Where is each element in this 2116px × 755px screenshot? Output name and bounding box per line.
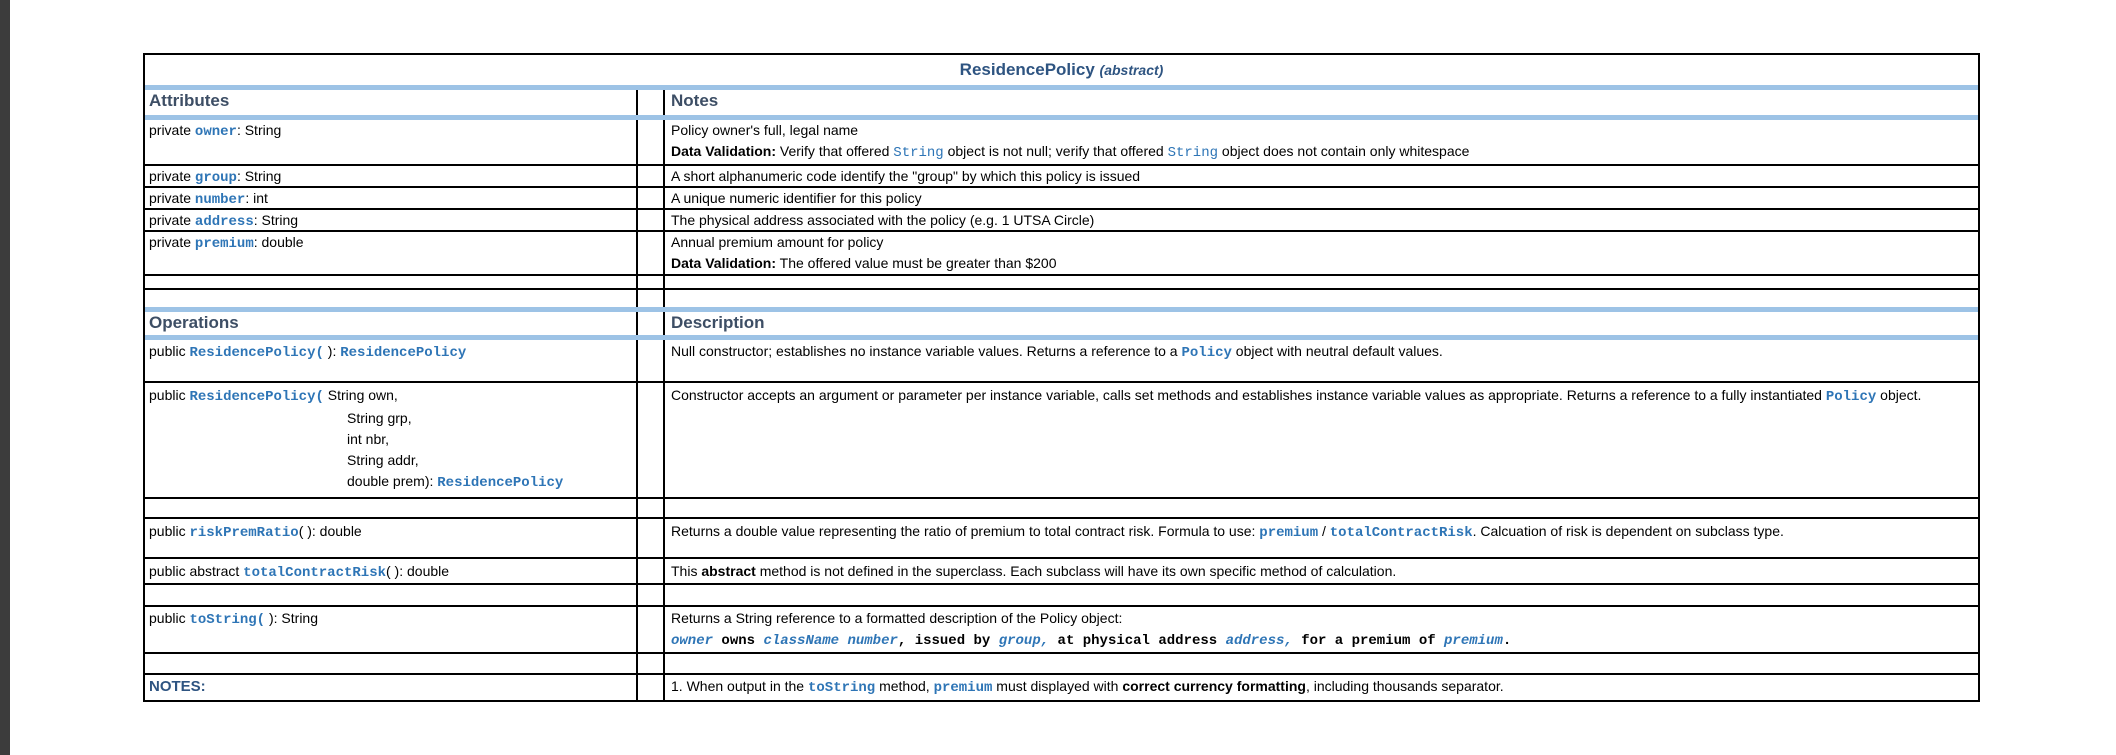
attr-owner-name: owner xyxy=(194,124,237,140)
attr-premium-name: premium xyxy=(194,236,254,252)
attr-address-name: address xyxy=(194,214,254,230)
class-title xyxy=(145,55,1978,85)
operation-row-risk-prem-ratio: public riskPremRatio( ): double Returns a double value representing the ratio of premium to total contract risk. Formula to use: premium / totalContractRisk. Calcuation of risk is dependent on subclass type. xyxy=(145,521,1978,557)
owner-note: Policy owner's full, legal name xyxy=(671,122,859,138)
class-name: ResidencePolicy xyxy=(959,60,1095,79)
operation-row-to-string: public toString( ): String Returns a String reference to a formatted description of the Policy object: owner owns className number, issued by group, at physical address address, for a premium of premium. xyxy=(145,608,1978,652)
to-string-name: toString( xyxy=(189,612,266,628)
left-edge-bar xyxy=(0,0,10,755)
attr-number-name: number xyxy=(194,192,246,208)
group-note: A short alphanumeric code identify the "group" by which this policy is issued xyxy=(671,168,1141,184)
row-divider xyxy=(145,517,1978,519)
attr-group-name: group xyxy=(194,170,237,186)
row-divider xyxy=(145,381,1978,383)
notes-label: NOTES: xyxy=(149,678,206,695)
total-contract-risk-name: totalContractRisk xyxy=(243,565,386,581)
attr-owner-type: : String xyxy=(236,122,282,138)
risk-prem-ratio-name: riskPremRatio xyxy=(189,525,299,541)
attributes-header-row xyxy=(145,90,1978,115)
risk-prem-ratio-desc: Returns a double value representing the ratio of premium to total contract risk. Formula to use: premium / totalContractRisk. Calcuation of risk is dependent on subclass type. xyxy=(671,523,1784,541)
attributes-header: Attributes xyxy=(149,91,230,110)
operations-header-row xyxy=(145,312,1978,336)
row-divider xyxy=(145,288,1978,290)
address-note: The physical address associated with the policy (e.g. 1 UTSA Circle) xyxy=(671,212,1095,228)
total-contract-risk-desc: This abstract method is not defined in the superclass. Each subclass will have its own specific method of calculation. xyxy=(671,563,1397,579)
notes-text: 1. When output in the toString method, premium must displayed with correct currency formatting, including thousands separator. xyxy=(671,678,1504,696)
row-divider xyxy=(145,605,1978,607)
attribute-row-group: private group: String A short alphanumeric code identify the "group" by which this policy is issued xyxy=(145,166,1978,186)
row-divider xyxy=(145,673,1978,675)
number-note: A unique numeric identifier for this policy xyxy=(671,190,922,206)
constructor-desc: Constructor accepts an argument or parameter per instance variable, calls set methods and establishes instance variable values as appropriate. Returns a reference to a fully instantiated Policy object. xyxy=(671,387,1922,405)
ctor-param-grp: String grp, xyxy=(347,410,412,426)
null-constructor-name: ResidencePolicy( xyxy=(189,345,324,361)
owner-validation: Data Validation: Verify that offered String object is not null; verify that offered String object does not contain only whitespace xyxy=(671,143,1470,161)
row-divider xyxy=(145,497,1978,499)
row-divider xyxy=(145,557,1978,559)
notes-row xyxy=(145,676,1978,700)
row-divider xyxy=(145,274,1978,276)
operations-header: Operations xyxy=(149,313,239,332)
attribute-row-number: private number: int A unique numeric identifier for this policy xyxy=(145,188,1978,208)
operation-row-null-constructor: public ResidencePolicy( ): ResidencePolicy Null constructor; establishes no instance variable values. Returns a reference to a Policy object with neutral default values. xyxy=(145,341,1978,381)
attribute-row-owner xyxy=(145,120,1978,164)
operations-header-divider xyxy=(145,335,1978,340)
row-divider xyxy=(145,583,1978,585)
attribute-row-premium: private premium: double Annual premium amount for policy Data Validation: The offered value must be greater than $200 xyxy=(145,232,1978,274)
constructor-name: ResidencePolicy( xyxy=(189,389,324,405)
notes-header: Notes xyxy=(671,91,719,110)
ctor-param-addr: String addr, xyxy=(347,452,419,468)
description-header: Description xyxy=(671,313,765,332)
ctor-param-prem: double prem): xyxy=(347,473,438,489)
class-qualifier: (abstract) xyxy=(1099,62,1164,78)
ctor-param-nbr: int nbr, xyxy=(347,431,390,447)
operation-row-total-contract-risk: public abstract totalContractRisk( ): double This abstract method is not defined in the superclass. Each subclass will have its own specific method of calculation. xyxy=(145,561,1978,583)
premium-note: Annual premium amount for policy xyxy=(671,234,884,250)
attr-visibility: private xyxy=(149,122,195,138)
class-spec-table xyxy=(143,53,1980,702)
row-divider xyxy=(145,652,1978,654)
operation-row-constructor: public ResidencePolicy( String own, String grp, int nbr, String addr, double prem): ResidencePolicy Constructor accepts an argument or parameter per instance variable, calls set methods and establishes instance variable values as appropriate. Returns a reference to a fully instantiated Policy object. xyxy=(145,385,1978,497)
to-string-format: owner owns className number, issued by group, at physical address address, for a premium of premium. xyxy=(671,633,1512,649)
attribute-row-address: private address: String The physical address associated with the policy (e.g. 1 UTSA Circle) xyxy=(145,210,1978,230)
premium-validation: Data Validation: The offered value must be greater than $200 xyxy=(671,255,1057,271)
to-string-desc: Returns a String reference to a formatted description of the Policy object: xyxy=(671,610,1123,626)
null-constructor-desc: Null constructor; establishes no instance variable values. Returns a reference to a Policy object with neutral default values. xyxy=(671,343,1443,361)
